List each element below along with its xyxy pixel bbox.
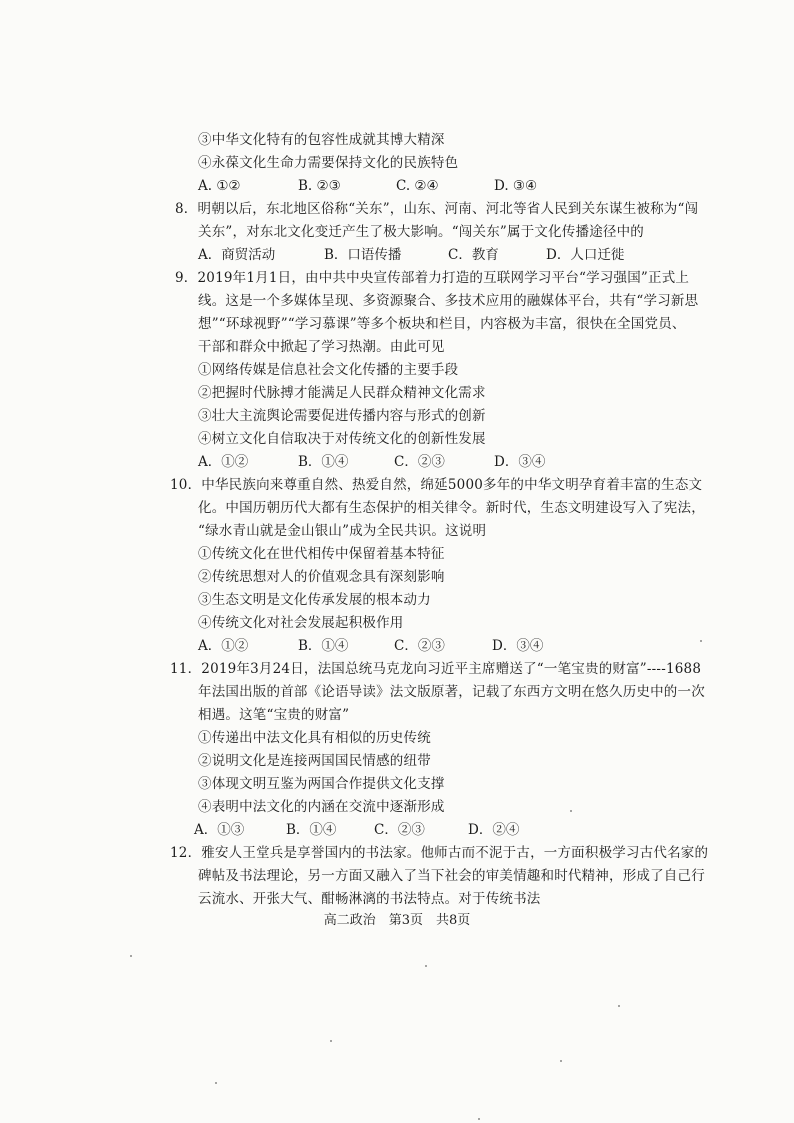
q9-choice-d: D．③④ — [494, 454, 546, 470]
q10-choice-a: A．①② — [198, 638, 249, 654]
q11-choice-c: C．②③ — [374, 822, 425, 838]
q9-stem-line-2: 线。这是一个多媒体呈现、多资源聚合、多技术应用的融媒体平台，共有“学习新思 — [198, 293, 699, 309]
q12-stem-line-1: 12．雅安人王堂兵是享誉国内的书法家。他师古而不泥于古，一方面积极学习古代名家的 — [170, 845, 709, 861]
q9-option-4: ④树立文化自信取决于对传统文化的创新性发展 — [198, 431, 486, 447]
q8-choice-a: A．商贸活动 — [198, 247, 276, 263]
q9-stem-line-4: 干部和群众中掀起了学习热潮。由此可见 — [198, 339, 445, 355]
q10-stem-line-3: “绿水青山就是金山银山”成为全民共识。这说明 — [198, 523, 487, 539]
q10-option-1: ①传统文化在世代相传中保留着基本特征 — [198, 546, 445, 562]
q7-choice-a: A. ①② — [198, 178, 241, 194]
q11-choice-a: A．①③ — [194, 822, 245, 838]
q11-stem-line-2: 年法国出版的首部《论语导读》法文版原著，记载了东西方文明在悠久历史中的一次 — [198, 684, 705, 700]
q7-choice-c: C. ②④ — [396, 178, 439, 194]
scan-speck — [560, 1060, 562, 1062]
q9-choice-c: C．②③ — [394, 454, 445, 470]
q11-option-3: ③体现文明互鉴为两国合作提供文化支撑 — [198, 776, 445, 792]
q9-choice-a: A．①② — [198, 454, 249, 470]
q9-stem-line-1: 9．2019年1月1日，由中共中央宣传部着力打造的互联网学习平台“学习强国”正式上 — [175, 270, 690, 286]
q7-choice-d: D. ③④ — [494, 178, 538, 194]
scan-speck — [215, 1082, 217, 1084]
scan-speck — [425, 965, 427, 967]
page-footer: 高二政治 第3页 共8页 — [323, 913, 471, 928]
q8-choice-d: D．人口迁徙 — [546, 247, 625, 263]
q8-stem-line-2: 关东”，对东北文化变迁产生了极大影响。“闯关东”属于文化传播途径中的 — [198, 224, 645, 240]
q7-option-4: ④永葆文化生命力需要保持文化的民族特色 — [198, 155, 459, 171]
q10-choice-d: D．③④ — [492, 638, 544, 654]
q11-choice-b: B．①④ — [286, 822, 337, 838]
q10-stem-line-1: 10．中华民族向来尊重自然、热爱自然，绵延5000多年的中华文明孕育着丰富的生态文 — [170, 477, 703, 493]
q10-choice-c: C．②③ — [394, 638, 445, 654]
q9-option-2: ②把握时代脉搏才能满足人民群众精神文化需求 — [198, 385, 486, 401]
q10-option-3: ③生态文明是文化传承发展的根本动力 — [198, 592, 431, 608]
q9-choice-b: B．①④ — [298, 454, 349, 470]
q11-option-1: ①传递出中法文化具有相似的历史传统 — [198, 730, 431, 746]
q8-stem-line-1: 8．明朝以后，东北地区俗称“关东”，山东、河南、河北等省人民到关东谋生被称为“闯 — [175, 201, 699, 217]
q8-choice-b: B．口语传播 — [324, 247, 402, 263]
q12-stem-line-2: 碑帖及书法理论，另一方面又融入了当下社会的审美情趣和时代精神，形成了自己行 — [198, 868, 705, 884]
q9-option-1: ①网络传媒是信息社会文化传播的主要手段 — [198, 362, 459, 378]
q11-stem-line-1: 11．2019年3月24日，法国总统马克龙向习近平主席赠送了“一笔宝贵的财富”----1688 — [170, 661, 702, 677]
scan-speck — [570, 810, 572, 812]
q11-choice-d: D．②④ — [468, 822, 520, 838]
q11-stem-line-3: 相遇。这笔“宝贵的财富” — [198, 707, 350, 723]
scan-speck — [700, 640, 702, 642]
scan-speck — [478, 1118, 480, 1120]
q10-option-2: ②传统思想对人的价值观念具有深刻影响 — [198, 569, 445, 585]
q12-stem-line-3: 云流水、开张大气、酣畅淋漓的书法特点。对于传统书法 — [198, 891, 541, 907]
scan-speck — [330, 1040, 332, 1042]
q9-stem-line-3: 想”“环球视野”“学习慕课”等多个板块和栏目，内容极为丰富，很快在全国党员、 — [198, 316, 686, 332]
q7-choice-b: B. ②③ — [298, 178, 341, 194]
scan-speck — [618, 1005, 620, 1007]
q10-stem-line-2: 化。中国历朝历代大都有生态保护的相关律令。新时代，生态文明建设写入了宪法， — [198, 500, 705, 516]
scan-speck — [130, 955, 132, 957]
q11-option-2: ②说明文化是连接两国国民情感的纽带 — [198, 753, 431, 769]
q10-choice-b: B．①④ — [298, 638, 349, 654]
q10-option-4: ④传统文化对社会发展起积极作用 — [198, 615, 404, 631]
q9-option-3: ③壮大主流舆论需要促进传播内容与形式的创新 — [198, 408, 486, 424]
q11-option-4: ④表明中法文化的内涵在交流中逐渐形成 — [198, 799, 445, 815]
q7-option-3: ③中华文化特有的包容性成就其博大精深 — [198, 132, 445, 148]
q8-choice-c: C．教育 — [448, 247, 499, 263]
